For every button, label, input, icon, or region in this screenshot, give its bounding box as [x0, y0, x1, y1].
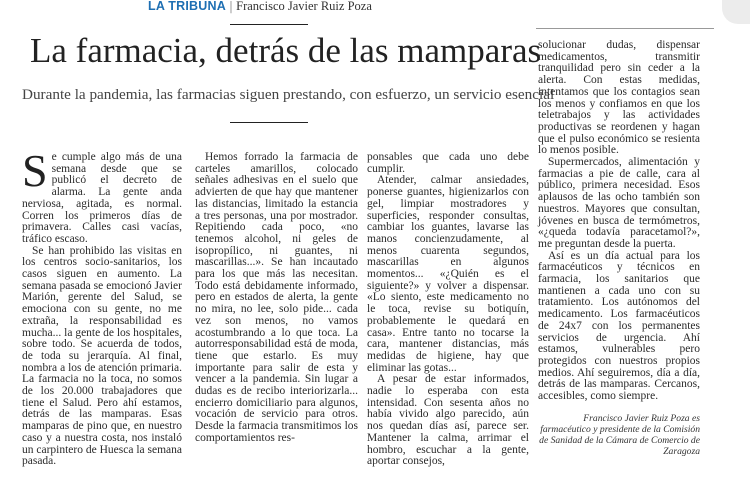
- article-headline: La farmacia, detrás de las mamparas: [30, 31, 542, 70]
- author-signature: Francisco Javier Ruiz Poza es farmacéutico y presidente de la Comisión de Sanidad de la Cámara de Comercio de Zaragoza: [539, 412, 700, 458]
- article-paragraph: solucionar dudas, dispensar medicamentos, transmitir tranquilidad pero sin ceder a la alerta. Con estas medidas, intentamos que los contagios sean los menos y confiamos en que los teletrabajos y las actividades productivas se reordenen y hagan que el pulso económico se resienta lo menos posible.: [538, 39, 700, 157]
- page-corner-tab: [722, 0, 750, 24]
- article-column-4: [538, 40, 700, 458]
- article-paragraph: Se han prohibido las visitas en los centros socio-sanitarios, los casos siguen en aumento. La semana pasada se emocionó Javier Marión, gerente del Salud, se emociona con su gente, no me extraña, la responsabilidad es mucha... la gente de los hospitales, sobre todo. Se acuerda de todos, de toda su jerarquía. Al final, nombra a los de atención primaria. La farmacia no la toca, no somos de los 20.000 trabajadores que tiene el Salud. Pero ahí estamos, detrás de las mamparas. Esas mamparas de pino que, en nuestro caso y a nuestra costa, nos instaló un carpintero de Huesca la semana pasada.: [22, 244, 183, 468]
- article-paragraph: A pesar de estar informados, nadie lo esperaba con esta intensidad. Con sesenta años no había vivido algo parecido, aún nos quedan días así, parece ser. Mantener la calma, arrimar el hombro, escuchar a la gente, aportar consejos,: [367, 373, 529, 468]
- article-column-3: [367, 152, 529, 468]
- article-paragraph: Supermercados, alimentación y farmacias a pie de calle, cara al público, primera necesidad. Esos aplausos de las ocho también son nuestros. Mayores que consultan, jóvenes en busca de termómetros, «¿queda todavía paracetamol?», me preguntan desde la puerta.: [538, 156, 700, 250]
- article-subtitle: Durante la pandemia, las farmacias siguen prestando, con esfuerzo, un servicio esencial: [22, 86, 555, 103]
- subtitle-divider: [230, 122, 308, 123]
- article-paragraph: [22, 145, 182, 246]
- article-column-1: [22, 145, 183, 468]
- right-column-top-divider: [536, 28, 714, 29]
- kicker-separator: |: [228, 0, 234, 13]
- article-paragraph: Así es un día actual para los farmacéuticos y técnicos en farmacia, los sanitarios que mantienen a cada uno con su tratamiento. Los autónomos del medicamento. Los farmacéuticos de 24x7 con los permanentes servicios de urgencia. Ahí estamos, vulnerables pero protegidos con nuestros propios medios. Ahí seguiremos, día a día, detrás de las mamparas. Cercanos, accesibles, como siempre.: [538, 249, 700, 403]
- article-paragraph: Atender, calmar ansiedades, ponerse guantes, higienizarlos con gel, limpiar mostradores y superficies, responder consultas, cambiar los guantes, lavarse las manos concienzudamente, al menos cuarenta segundos, mascarillas en algunos momentos... «¿Quién es el siguiente?» y volver a dispensar. «Lo siento, este medicamento no le toca, revise su botiquín, probablemente le quedará en casa». Entre tanto no tocarse la cara, mantener distancias, más medidas de higiene, hay que eliminar las gotas...: [367, 174, 529, 374]
- kicker-author: Francisco Javier Ruiz Poza: [236, 0, 372, 13]
- section-brand: LA TRIBUNA: [148, 0, 226, 13]
- article-column-2: [195, 152, 358, 445]
- top-divider: [230, 24, 308, 25]
- dropcap: S: [22, 145, 48, 196]
- article-paragraph: Hemos forrado la farmacia de carteles amarillos, colocado señales adhesivas en el suelo que advierten de que hay que mantener las distancias, limitado la estancia a tres personas, una por mostrador. Repitiendo cada poco, «no tenemos alcohol, ni geles de isopropílico, ni guantes, ni mascarillas...». Se han incautado para los que más las necesitan. Todo está debidamente informado, pero en estados de alerta, la gente no mira, no lee, solo pide... cada vez son menos, no vamos acostumbrando a lo que toca. La autorresponsabilidad está de moda, tiene que estarlo. Es muy importante para salir de esta y vencer a la pandemia. Sin lugar a dudas es de recibo interiorizarla... encierro domiciliario para algunos, vocación de servicio para otros. Desde la farmacia transmitimos los comportamientos res-: [195, 151, 358, 444]
- paragraph-text: e cumple algo más de una semana desde que se publicó el decreto de alarma. La gente anda nerviosa, agitada, es normal. Corren los primeros días de primavera. Calles casi vacías, tráfico escaso.: [22, 151, 182, 245]
- article-kicker: [148, 0, 372, 14]
- article-paragraph: ponsables que cada uno debe cumplir.: [367, 151, 529, 175]
